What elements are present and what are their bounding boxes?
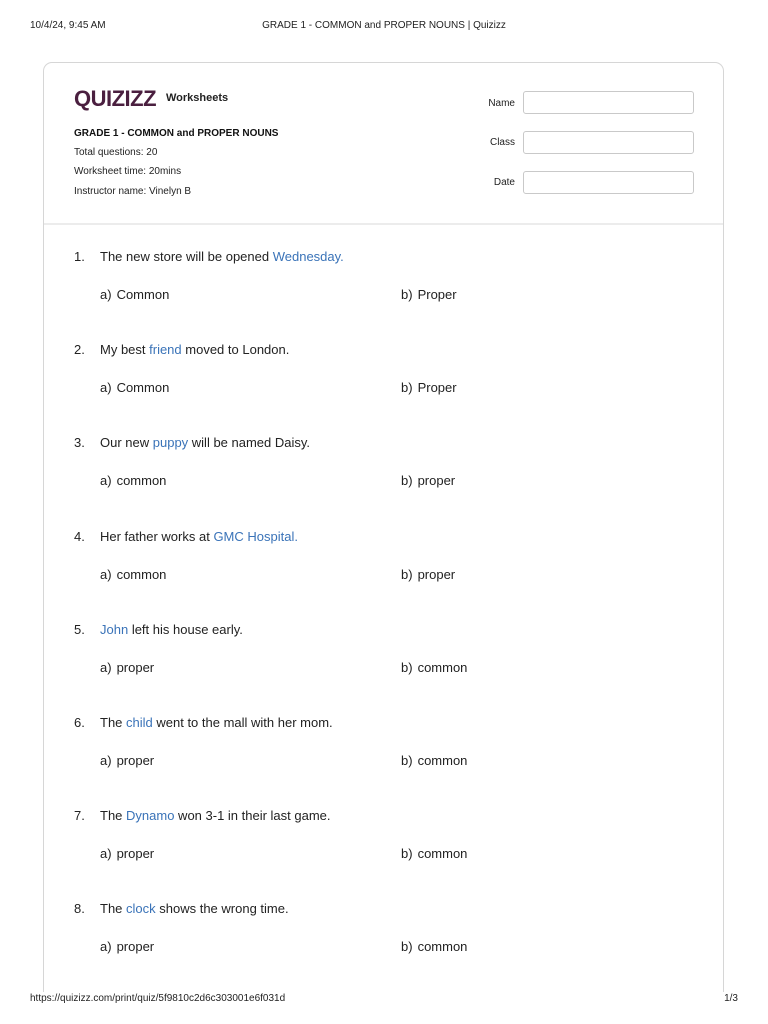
highlighted-noun: Dynamo xyxy=(126,808,175,823)
option-b-letter: b) xyxy=(401,567,413,582)
svg-text:QUIZIZZ: QUIZIZZ xyxy=(74,86,157,111)
option-b[interactable] xyxy=(401,660,467,675)
print-datetime: 10/4/24, 9:45 AM xyxy=(30,20,106,31)
question-text xyxy=(100,901,289,916)
question-item xyxy=(74,715,694,785)
option-a-letter: a) xyxy=(100,939,112,954)
question-item xyxy=(74,529,694,599)
date-label: Date xyxy=(493,177,515,188)
option-a-text: proper xyxy=(116,846,155,861)
page-number: 1/3 xyxy=(724,993,738,1004)
worksheet-title: GRADE 1 - COMMON and PROPER NOUNS xyxy=(74,128,279,139)
class-field[interactable] xyxy=(523,131,694,154)
question-text xyxy=(100,435,310,450)
highlighted-noun: friend xyxy=(149,342,182,357)
option-b-letter: b) xyxy=(401,380,413,395)
logo-subtitle: Worksheets xyxy=(166,92,229,104)
total-questions: Total questions: 20 xyxy=(74,147,158,158)
option-a-text: common xyxy=(116,473,167,488)
worksheet-card xyxy=(43,62,724,992)
option-a-letter: a) xyxy=(100,380,112,395)
option-b-letter: b) xyxy=(401,660,413,675)
question-number: 1. xyxy=(74,249,85,264)
question-number: 8. xyxy=(74,901,85,916)
option-a-letter: a) xyxy=(100,287,112,302)
option-b-text: Proper xyxy=(417,287,457,302)
question-number: 2. xyxy=(74,342,85,357)
option-b-letter: b) xyxy=(401,287,413,302)
question-text-post: shows the wrong time. xyxy=(155,901,289,916)
option-b[interactable] xyxy=(401,473,455,488)
question-text xyxy=(100,808,331,823)
question-text-post: left his house early. xyxy=(128,622,243,637)
option-b-text: Proper xyxy=(417,380,457,395)
question-text-pre: The new store will be opened xyxy=(100,249,273,264)
option-b[interactable] xyxy=(401,753,467,768)
print-header xyxy=(0,20,768,34)
highlighted-noun: GMC Hospital. xyxy=(213,529,298,544)
option-b-letter: b) xyxy=(401,846,413,861)
option-b-text: proper xyxy=(417,473,456,488)
question-number: 4. xyxy=(74,529,85,544)
question-text xyxy=(100,249,344,264)
option-a-letter: a) xyxy=(100,567,112,582)
option-a[interactable] xyxy=(100,380,169,395)
question-text xyxy=(100,342,289,357)
option-a-text: proper xyxy=(116,753,155,768)
question-number: 3. xyxy=(74,435,85,450)
option-a-letter: a) xyxy=(100,660,112,675)
name-label: Name xyxy=(488,98,515,109)
print-page-title: GRADE 1 - COMMON and PROPER NOUNS | Quizizz xyxy=(262,20,506,31)
question-text-post: won 3-1 in their last game. xyxy=(174,808,331,823)
option-a[interactable] xyxy=(100,287,169,302)
question-text-pre: The xyxy=(100,715,127,730)
worksheet-time: Worksheet time: 20mins xyxy=(74,166,182,177)
question-number: 7. xyxy=(74,808,85,823)
option-b-letter: b) xyxy=(401,473,413,488)
highlighted-noun: Wednesday. xyxy=(272,249,344,264)
question-text-post: will be named Daisy. xyxy=(188,435,311,450)
option-b[interactable] xyxy=(401,287,457,302)
question-text xyxy=(100,622,243,637)
option-a-text: Common xyxy=(116,380,170,395)
question-number: 6. xyxy=(74,715,85,730)
highlighted-noun: child xyxy=(126,715,153,730)
option-b-letter: b) xyxy=(401,939,413,954)
question-text-pre: Her father works at xyxy=(100,529,214,544)
name-field[interactable] xyxy=(523,91,694,114)
question-text xyxy=(100,529,298,544)
question-text-pre: The xyxy=(100,808,127,823)
highlighted-noun: John xyxy=(100,622,129,637)
instructor-name: Instructor name: Vinelyn B xyxy=(74,186,192,197)
option-a-text: proper xyxy=(116,939,155,954)
question-item xyxy=(74,808,694,878)
option-b-letter: b) xyxy=(401,753,413,768)
quizizz-logo xyxy=(74,85,160,111)
option-b[interactable] xyxy=(401,567,455,582)
class-label: Class xyxy=(489,137,515,148)
option-a[interactable] xyxy=(100,473,166,488)
question-item xyxy=(74,342,694,412)
question-text-post: went to the mall with her mom. xyxy=(152,715,333,730)
option-a-letter: a) xyxy=(100,473,112,488)
question-text xyxy=(100,715,333,730)
option-b[interactable] xyxy=(401,846,467,861)
highlighted-noun: clock xyxy=(126,901,156,916)
question-item xyxy=(74,435,694,505)
option-a-text: Common xyxy=(116,287,170,302)
question-text-pre: The xyxy=(100,901,127,916)
option-b[interactable] xyxy=(401,380,457,395)
option-b[interactable] xyxy=(401,939,467,954)
question-text-pre: Our new xyxy=(100,435,153,450)
question-item xyxy=(74,622,694,692)
option-a[interactable] xyxy=(100,846,154,861)
question-item xyxy=(74,901,694,971)
option-b-text: common xyxy=(417,939,468,954)
brand xyxy=(74,85,228,111)
question-number: 5. xyxy=(74,622,85,637)
question-text-post: moved to London. xyxy=(181,342,290,357)
option-a[interactable] xyxy=(100,753,154,768)
option-a[interactable] xyxy=(100,567,166,582)
question-item xyxy=(74,249,694,319)
print-url: https://quizizz.com/print/quiz/5f9810c2d6c303001e6f031d xyxy=(30,993,286,1004)
option-a-text: proper xyxy=(116,660,155,675)
option-a[interactable] xyxy=(100,660,154,675)
option-b-text: common xyxy=(417,660,468,675)
highlighted-noun: puppy xyxy=(152,435,189,450)
question-text-pre: My best xyxy=(100,342,150,357)
date-field[interactable] xyxy=(523,171,694,194)
option-b-text: common xyxy=(417,753,468,768)
option-a[interactable] xyxy=(100,939,154,954)
option-a-letter: a) xyxy=(100,753,112,768)
option-a-text: common xyxy=(116,567,167,582)
option-b-text: common xyxy=(417,846,468,861)
option-a-letter: a) xyxy=(100,846,112,861)
option-b-text: proper xyxy=(417,567,456,582)
worksheet-header xyxy=(44,63,723,225)
